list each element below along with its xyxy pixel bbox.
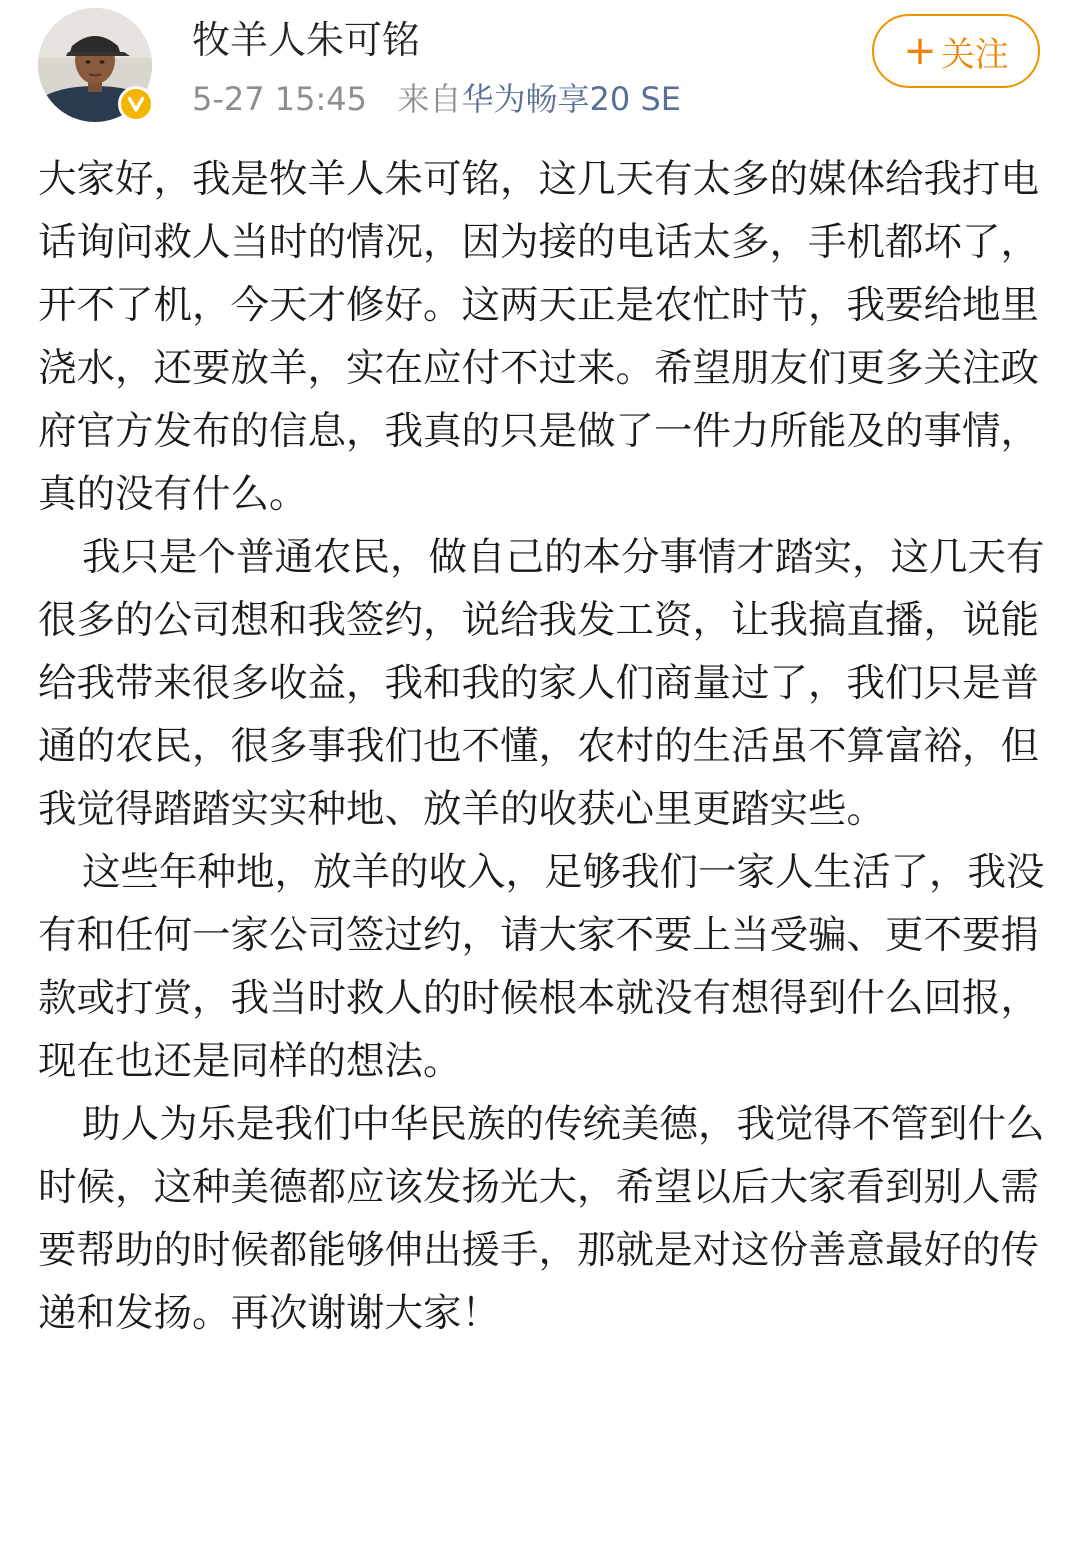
- follow-label: 关注: [940, 34, 1009, 75]
- post-paragraph: 这些年种地，放羊的收入，足够我们一家人生活了，我没有和任何一家公司签过约，请大家不要上当受骗、更不要捐款或打赏，我当时救人的时候根本就没有想得到什么回报，现在也还是同样的想法。: [38, 850, 1045, 1084]
- post-paragraph: 助人为乐是我们中华民族的传统美德，我觉得不管到什么时候，这种美德都应该发扬光大，希望以后大家看到别人需要帮助的时候都能够伸出援手，那就是对这份善意最好的传递和发扬。再次谢谢大家！: [38, 1102, 1045, 1336]
- source-prefix: 来自: [397, 80, 462, 118]
- verified-v-icon: [118, 86, 154, 122]
- avatar-container[interactable]: [38, 8, 152, 122]
- post-header: [0, 0, 1080, 130]
- post-meta: [192, 76, 681, 122]
- author-name[interactable]: 牧羊人朱可铭: [192, 18, 421, 62]
- post-paragraph: 我只是个普通农民，做自己的本分事情才踏实，这几天有很多的公司想和我签约，说给我发工资，让我搞直播，说能给我带来很多收益，我和我的家人们商量过了，我们只是普通的农民，很多事我们也不懂，农村的生活虽不算富裕，但我觉得踏踏实实种地、放羊的收获心里更踏实些。: [38, 535, 1045, 832]
- post-time: 5-27 15:45: [192, 80, 368, 118]
- plus-icon: +: [903, 28, 937, 74]
- meta-spacer: [377, 80, 397, 118]
- follow-button[interactable]: [872, 14, 1040, 88]
- post-paragraph: 大家好，我是牧羊人朱可铭，这几天有太多的媒体给我打电话询问救人当时的情况，因为接的电话太多，手机都坏了，开不了机，今天才修好。这两天正是农忙时节，我要给地里浇水，还要放羊，实在应付不过来。希望朋友们更多关注政府官方发布的信息，我真的只是做了一件力所能及的事情，真的没有什么。: [38, 157, 1040, 517]
- source-device-link[interactable]: 华为畅享20 SE: [461, 80, 681, 118]
- post-content: [38, 148, 1048, 1345]
